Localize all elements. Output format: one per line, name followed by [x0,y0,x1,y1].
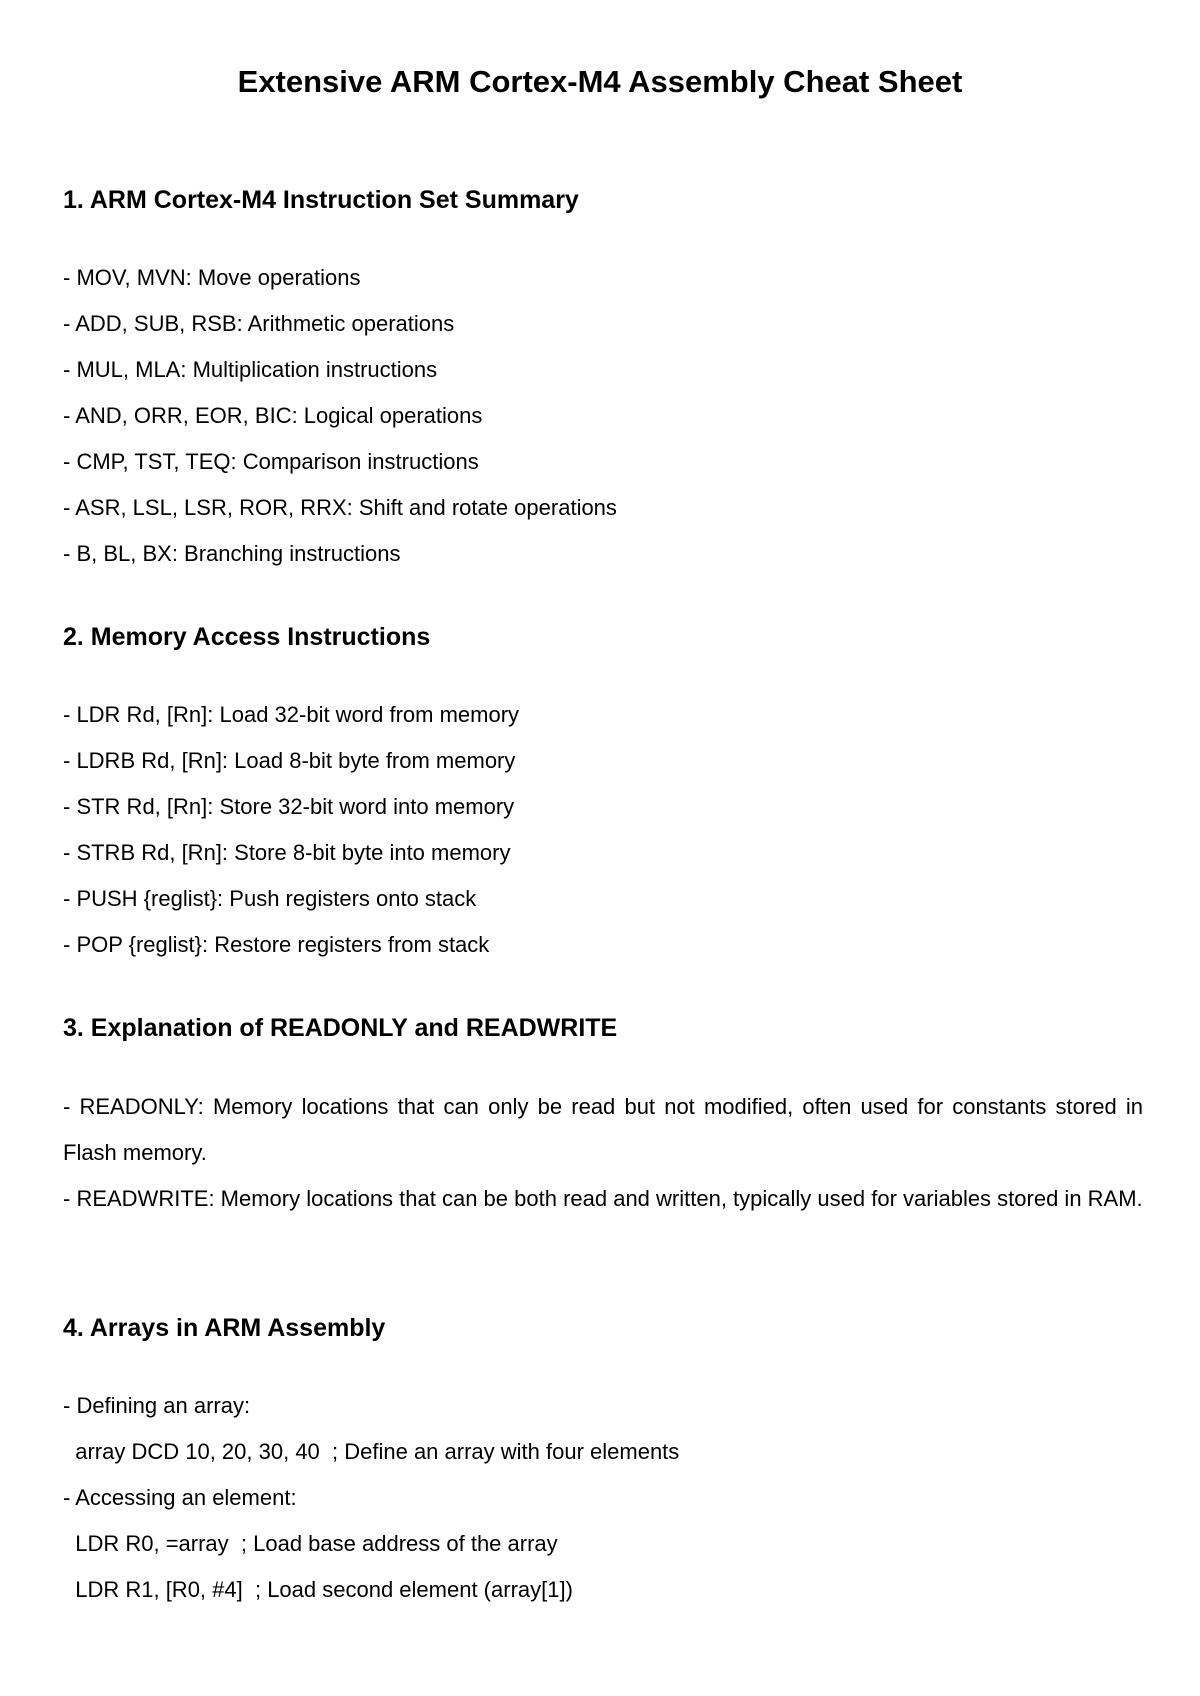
list-item: - AND, ORR, EOR, BIC: Logical operations [63,403,483,428]
list-item: - LDRB Rd, [Rn]: Load 8-bit byte from memory [63,748,516,773]
list-item: - CMP, TST, TEQ: Comparison instructions [63,449,479,474]
code-line: LDR R0, =array ; Load base address of the array [63,1531,558,1556]
list-item: - STR Rd, [Rn]: Store 32-bit word into memory [63,794,515,819]
list-item: - STRB Rd, [Rn]: Store 8-bit byte into memory [63,840,511,865]
list-item: - Defining an array: [63,1393,251,1418]
list-item: - LDR Rd, [Rn]: Load 32-bit word from memory [63,702,520,727]
list-item: - MUL, MLA: Multiplication instructions [63,357,438,382]
list-item: - PUSH {reglist}: Push registers onto stack [63,886,477,911]
code-line: array DCD 10, 20, 30, 40 ; Define an array with four elements [63,1439,680,1464]
document-title: Extensive ARM Cortex-M4 Assembly Cheat Sheet [237,64,963,99]
section-heading-instruction-set: 1. ARM Cortex-M4 Instruction Set Summary [63,186,579,214]
paragraph-readonly: - READONLY: Memory locations that can only be read but not modified, often used for constants stored in Flash memory. [63,1094,1143,1165]
list-item: - B, BL, BX: Branching instructions [63,541,401,566]
list-item: - ADD, SUB, RSB: Arithmetic operations [63,311,455,336]
section-heading-memory-access: 2. Memory Access Instructions [63,623,431,651]
section-heading-readonly-readwrite: 3. Explanation of READONLY and READWRITE [63,1014,618,1042]
section-heading-arrays: 4. Arrays in ARM Assembly [63,1314,386,1342]
paragraph-readwrite: - READWRITE: Memory locations that can be both read and written, typically used for variables stored in RAM. [63,1186,1143,1211]
list-item: - ASR, LSL, LSR, ROR, RRX: Shift and rotate operations [63,495,617,520]
list-item: - POP {reglist}: Restore registers from stack [63,932,490,957]
code-line: LDR R1, [R0, #4] ; Load second element (array[1]) [63,1577,573,1602]
list-item: - Accessing an element: [63,1485,297,1510]
list-item: - MOV, MVN: Move operations [63,265,361,290]
